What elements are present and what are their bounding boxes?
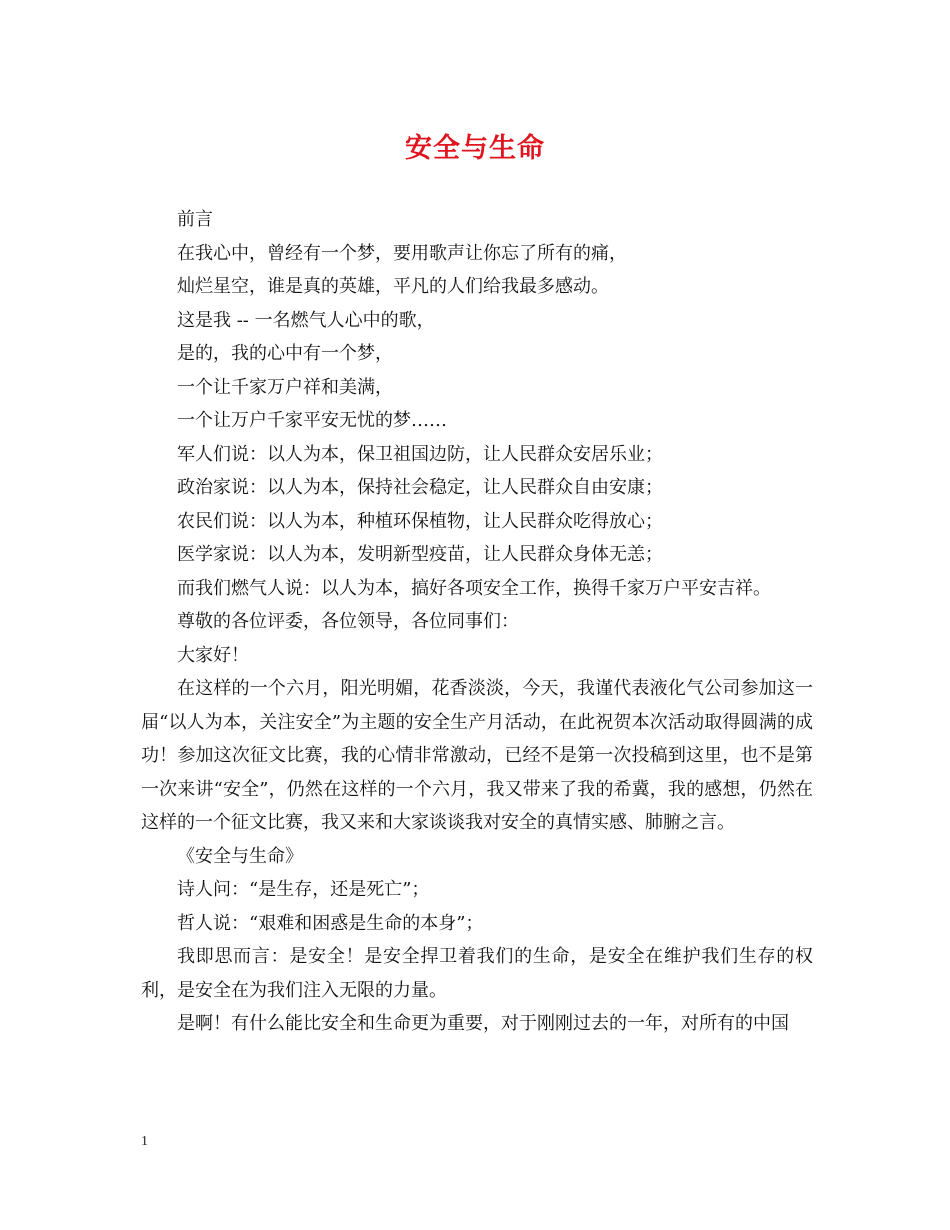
document-title: 安全与生命: [405, 133, 545, 164]
paragraph: 而我们燃气人说：以人为本，搞好各项安全工作，换得千家万户平安吉祥。: [177, 577, 771, 599]
paragraph: 尊敬的各位评委，各位领导，各位同事们：: [177, 611, 519, 632]
paragraph: 一个让千家万户祥和美满，: [177, 376, 393, 398]
paragraph: 前言: [177, 209, 213, 230]
paragraph: 哲人说：“艰难和困惑是生命的本身”；: [177, 912, 484, 934]
paragraph: 《安全与生命》: [177, 845, 303, 867]
paragraph: 军人们说：以人为本，保卫祖国边防，让人民群众安居乐业；: [177, 443, 663, 465]
paragraph: 这是我 -- 一名燃气人心中的歌，: [177, 309, 435, 331]
paragraph: 农民们说：以人为本，种植环保植物，让人民群众吃得放心；: [177, 510, 663, 532]
paragraph: 诗人问：“是生存，还是死亡”；: [177, 879, 430, 900]
paragraph: 我即思而言：是安全！是安全捍卫着我们的生命，是安全在维护我们生存的权利，是安全在为我们注入无限的力量。: [141, 946, 813, 1001]
paragraph: 在这样的一个六月，阳光明媚，花香淡淡，今天，我谨代表液化气公司参加这一届“以人为本，关注安全”为主题的安全生产月活动，在此祝贺本次活动取得圆满的成功！参加这次征文比赛，我的心情非常激动，已经不是第一次投稿到这里，也不是第一次来讲“安全”，仍然在这样的一个六月，我又带来了我的希冀，我的感想，仍然在这样的一个征文比赛，我又来和大家谈谈我对安全的真情实感、肺腑之言。: [141, 678, 813, 833]
paragraph: 政治家说：以人为本，保持社会稳定，让人民群众自由安康；: [177, 477, 663, 498]
paragraph: 一个让万户千家平安无忧的梦……: [177, 410, 447, 431]
paragraph: 医学家说：以人为本，发明新型疫苗，让人民群众身体无恙；: [177, 544, 663, 565]
paragraph: 在我心中，曾经有一个梦，要用歌声让你忘了所有的痛，: [177, 242, 627, 264]
paragraph: 大家好！: [177, 644, 249, 666]
page-number: 1: [141, 1134, 148, 1149]
document-body: [141, 203, 813, 1041]
paragraph: 是的，我的心中有一个梦，: [177, 343, 393, 364]
paragraph: 是啊！有什么能比安全和生命更为重要，对于刚刚过去的一年，对所有的中国: [177, 1013, 789, 1034]
paragraph: 灿烂星空，谁是真的英雄，平凡的人们给我最多感动。: [177, 276, 609, 297]
